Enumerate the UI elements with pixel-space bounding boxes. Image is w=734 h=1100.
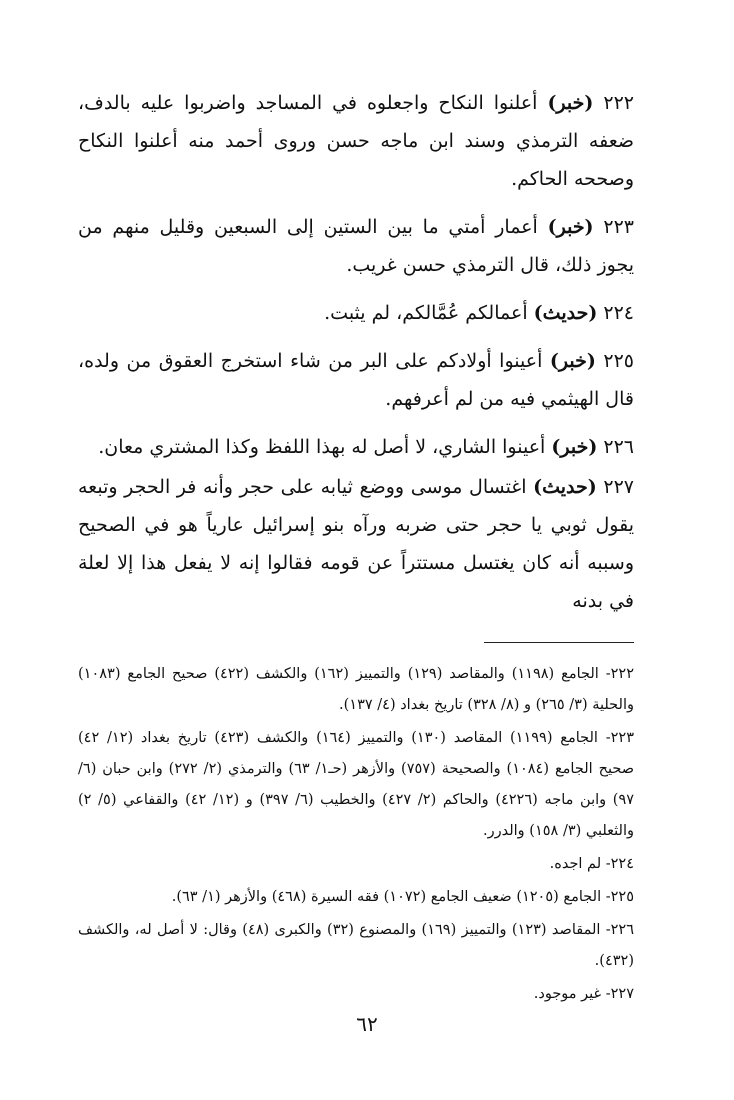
entry-text: أعمالكم عُمَّالكم، لم يثبت. [324,302,528,324]
entry-number: ٢٢٤ [603,302,634,324]
footnote-223: ٢٢٣- الجامع (١١٩٩) المقاصد (١٣٠) والتمييز (١٦٤) والكشف (٤٢٣) تاريخ بغداد (١٢/ ٤٢) صحيح الجامع (١٠٨٤) والصحيحة (٧٥٧) والأزهر (حـ١/ ٦٣) والترمذي (٢/ ٢٧٢) وابن حبان (٦/ ٩٧) وابن ماجه (٤٢٢٦) والحاكم (٢/ ٤٢٧) والخطيب (٦/ ٣٩٧) و (١٢/ ٤٢) والقفاعي (٥/ ٢) والثعلبي (٣/ ١٥٨) والدرر. [78,730,635,839]
entry-text: اغتسال موسى ووضع ثيابه على حجر وأنه فر الحجر وتبعه يقول ثوبي يا حجر حتى ضربه ورآه بنو إسرائيل عارياً هو في الصحيح وسببه أنه كان يغتسل مستتراً عن قومه فقالوا إنه لا يفعل هذا إلا لعلة في بدنه [78,476,634,612]
entry-226 [78,428,634,466]
entry-kind: (خبر) [549,350,596,372]
entry-225 [78,342,634,418]
footnote-222: ٢٢٢- الجامع (١١٩٨) والمقاصد (١٢٩) والتمييز (١٦٢) والكشف (٤٢٢) صحيح الجامع (١٠٨٣) والحلية (٣/ ٢٦٥) و (٨/ ٣٢٨) تاريخ بغداد (٤/ ١٣٧). [78,666,634,713]
entry-text: أعينوا أولادكم على البر من شاء استخرج العقوق من ولده، قال الهيثمي فيه من لم أعرفهم. [78,350,634,410]
entry-227 [78,468,634,620]
page-number: ٦٢ [356,1012,378,1036]
page-body [78,84,634,1012]
entry-text: أعمار أمتي ما بين الستين إلى السبعين وقليل منهم من يجوز ذلك، قال الترمذي حسن غريب. [78,216,634,276]
entry-number: ٢٢٦ [603,436,634,458]
entry-kind: (خبر) [547,216,594,238]
entry-number: ٢٢٢ [603,92,634,114]
entry-number: ٢٢٥ [603,350,634,372]
entry-kind: (حديث) [533,302,598,324]
entry-number: ٢٢٣ [603,216,634,238]
entry-number: ٢٢٧ [603,476,634,498]
footnote-225: ٢٢٥- الجامع (١٢٠٥) ضعيف الجامع (١٠٧٢) فقه السيرة (٤٦٨) والأزهر (١/ ٦٣). [171,889,634,905]
footnote-224: ٢٢٤- لم اجده. [549,856,634,872]
entry-text: أعينوا الشاري، لا أصل له بهذا اللفظ وكذا المشتري معان. [98,436,546,458]
entry-kind: (حديث) [533,476,597,498]
footnote-divider [484,642,634,643]
entry-kind: (خبر) [551,436,598,458]
entry-text: أعلنوا النكاح واجعلوه في المساجد واضربوا عليه بالدف، ضعفه الترمذي وسند ابن ماجه حسن وروى أحمد منه أعلنوا النكاح وصححه الحاكم. [78,92,634,190]
footnote-227: ٢٢٧- غير موجود. [533,986,634,1002]
entry-223 [78,208,634,284]
entry-222 [78,84,634,198]
footnote-226: ٢٢٦- المقاصد (١٢٣) والتمييز (١٦٩) والمصنوع (٣٢) والكبرى (٤٨) وقال: لا أصل له، والكشف (٤٣٢). [78,922,635,969]
entry-224 [78,294,634,332]
entry-kind: (خبر) [547,92,594,114]
